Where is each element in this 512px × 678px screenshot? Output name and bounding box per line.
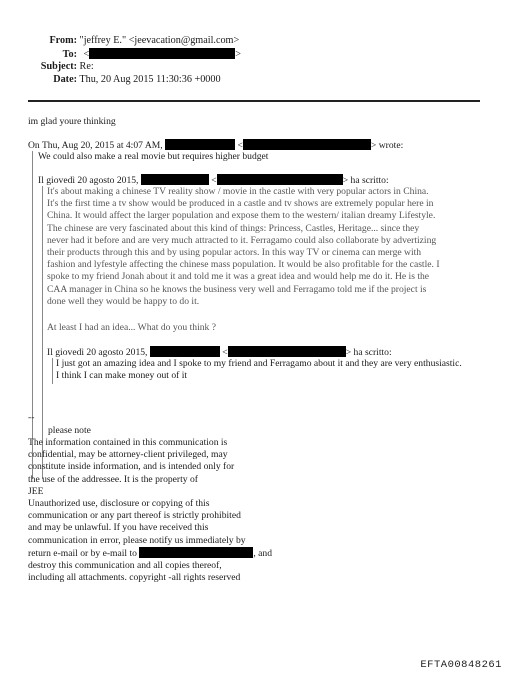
paragraph-line: CAA manager in China so he knows the business very well and Ferragamo told me if the project is bbox=[47, 283, 427, 295]
inner-quote-text bbox=[56, 358, 462, 382]
disclaimer-line: including all attachments. copyright -all rights reserved bbox=[28, 572, 241, 584]
paragraph-line: their products through this and by using popular actors. In this way TV or cinema can merge with bbox=[47, 247, 422, 259]
date-row bbox=[0, 74, 221, 87]
date-value: Thu, 20 Aug 2015 11:30:36 +0000 bbox=[79, 74, 221, 85]
redacted-block bbox=[217, 174, 343, 185]
header-divider bbox=[28, 100, 480, 102]
redacted-block bbox=[139, 547, 253, 558]
paragraph-line: fashion and lyfestyle affecting the chinese mass population. It would be also profitable for the castle. I bbox=[47, 259, 440, 271]
inner-quote-date: Il giovedì 20 agosto 2015, bbox=[47, 347, 148, 358]
quote-bar bbox=[32, 151, 33, 479]
quote-wrote: wrote: bbox=[378, 140, 404, 151]
redacted-block bbox=[141, 174, 209, 185]
from-label: From: bbox=[49, 35, 77, 46]
signature-disclaimer bbox=[28, 437, 272, 584]
nested-quote-paragraph bbox=[47, 186, 440, 308]
disclaimer-line: Unauthorized use, disclosure or copying of this bbox=[28, 498, 210, 510]
signature-note: please note bbox=[48, 425, 91, 436]
inner-quote-line: I think I can make money out of it bbox=[56, 370, 188, 382]
idea-line: At least I had an idea... What do you think ? bbox=[47, 322, 217, 333]
paragraph-line: done well they would be happy to do it. bbox=[47, 295, 200, 307]
nested-quote-date: Il giovedì 20 agosto 2015, bbox=[38, 175, 139, 186]
disclaimer-line: communication or any part thereof is strictly prohibited bbox=[28, 510, 241, 522]
disclaimer-line: the use of the addressee. It is the property of bbox=[28, 473, 198, 485]
from-row bbox=[0, 35, 239, 48]
disclaimer-line: JEE bbox=[28, 485, 44, 497]
document-id: EFTA00848261 bbox=[420, 659, 502, 671]
reply-text: im glad youre thinking bbox=[28, 116, 116, 127]
to-label: To: bbox=[62, 49, 77, 60]
inner-quote-line: I just got an amazing idea and I spoke to my friend and Ferragamo about it and they are very enthusiastic. bbox=[56, 358, 462, 369]
disclaimer-line bbox=[28, 547, 272, 560]
paragraph-line: It's about making a chinese TV reality show / movie in the castle with very popular actors in China. bbox=[47, 186, 429, 197]
redacted-block bbox=[89, 48, 235, 59]
paragraph-line: never had it before and are very much attracted to it. Ferragamo could also collaborate by advertizing bbox=[47, 234, 437, 246]
subject-value: Re: bbox=[79, 61, 94, 72]
paragraph-line: The chinese are very fascinated about this kind of things: Princess, Castles, Heritage... since they bbox=[47, 222, 420, 234]
disclaimer-line: confidential, may be attorney-client privileged, may bbox=[28, 449, 228, 461]
date-label: Date: bbox=[53, 74, 77, 85]
nested-quote-header: Il giovedì 20 agosto 2015, < > ha scritto: bbox=[38, 175, 389, 186]
inner-quote-bar bbox=[52, 358, 53, 384]
quote-header: On Thu, Aug 20, 2015 at 4:07 AM, < > wrote: bbox=[28, 140, 404, 151]
paragraph-line: It's the first time a tv show would be produced in a castle and tv shows are extremely popular here in bbox=[47, 198, 434, 210]
disclaimer-line: The information contained in this communication is bbox=[28, 437, 228, 448]
email-suffix: , and bbox=[253, 547, 273, 559]
subject-label: Subject: bbox=[40, 61, 77, 72]
subject-row bbox=[0, 61, 94, 74]
quote-line: We could also make a real movie but requires higher budget bbox=[38, 151, 269, 162]
disclaimer-line: communication in error, please notify us immediately by bbox=[28, 534, 246, 546]
paragraph-line: spoke to my friend Jonah about it and told me it was a great idea and would help me do it. He is the bbox=[47, 271, 430, 283]
redacted-block bbox=[228, 346, 346, 357]
nested-quote-bar bbox=[42, 186, 43, 479]
from-value: "jeffrey E." <jeevacation@gmail.com> bbox=[79, 35, 240, 46]
nested-quote-ha-scritto: ha scritto: bbox=[350, 175, 389, 186]
inner-quote-header: Il giovedì 20 agosto 2015, < > ha scritto: bbox=[47, 347, 392, 358]
redacted-block bbox=[150, 346, 220, 357]
inner-quote-ha-scritto: ha scritto: bbox=[353, 347, 392, 358]
disclaimer-line: destroy this communication and all copies thereof, bbox=[28, 560, 222, 572]
quote-date: On Thu, Aug 20, 2015 at 4:07 AM, bbox=[28, 140, 163, 151]
redacted-block bbox=[165, 139, 235, 150]
email-prefix: return e-mail or by e-mail to bbox=[28, 547, 137, 559]
disclaimer-line: and may be unlawful. If you have received this bbox=[28, 522, 209, 534]
to-row: To: < > bbox=[0, 48, 241, 62]
paragraph-line: China. It would affect the larger population and expose them to the western/ italian dreamy Lifestyle. bbox=[47, 210, 436, 222]
redacted-block bbox=[243, 139, 371, 150]
disclaimer-line: constitute inside information, and is intended only for bbox=[28, 461, 235, 473]
signature-dashes: -- bbox=[28, 412, 35, 423]
